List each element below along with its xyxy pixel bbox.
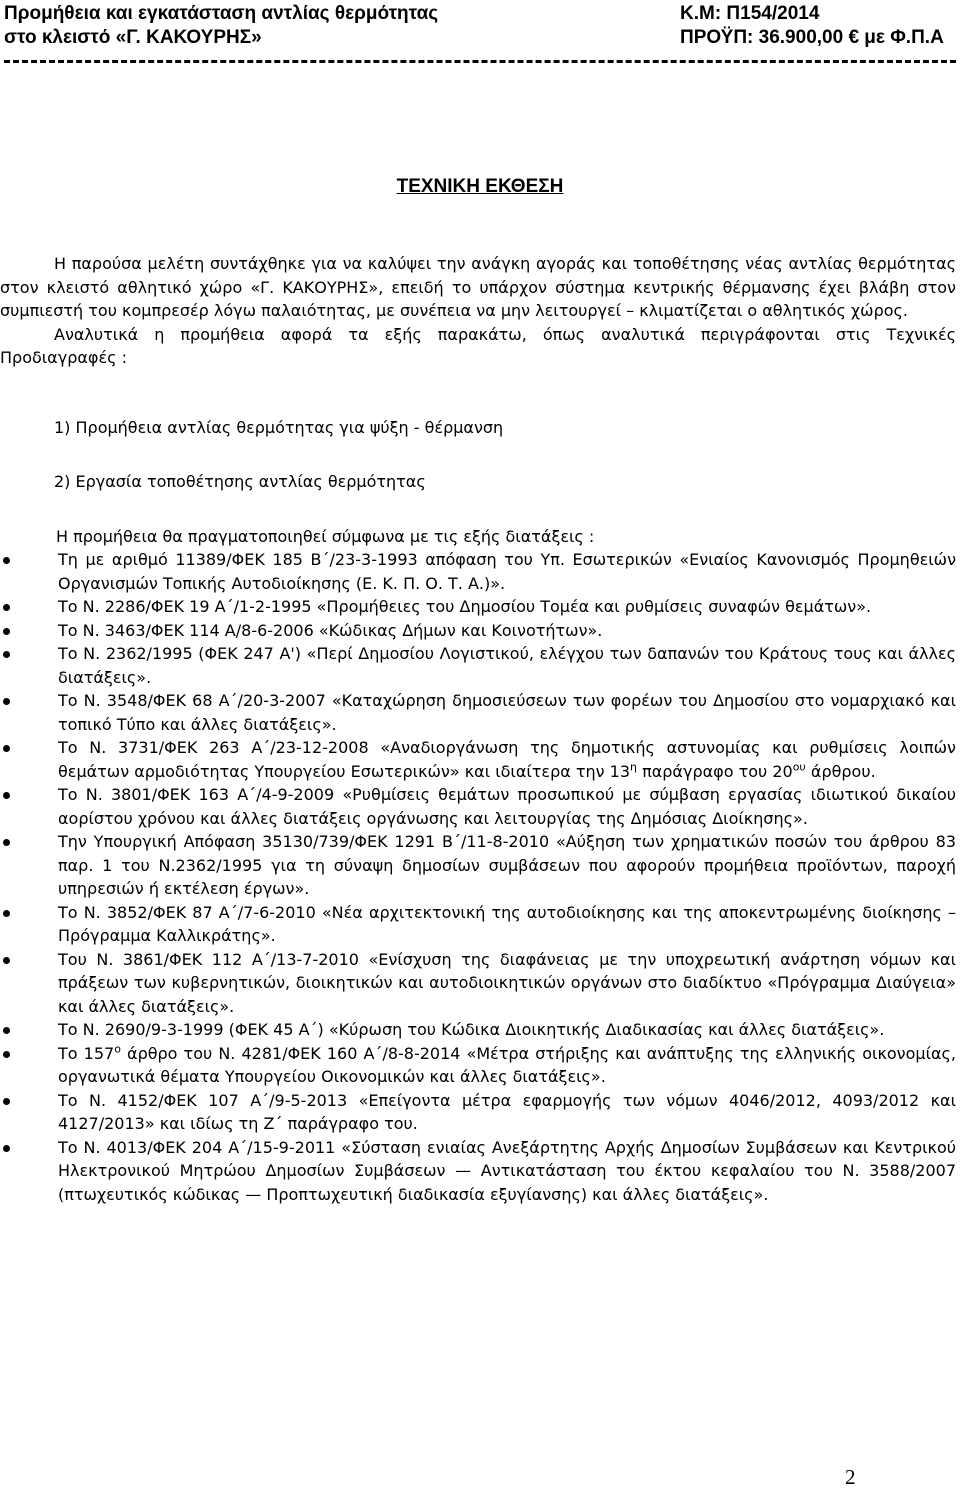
list-item: Του Ν. 3861/ΦΕΚ 112 Α΄/13-7-2010 «Ενίσχυση της διαφάνειας με την υποχρεωτική ανάρτηση νόμων και πράξεων των κυβερνητικών, διοικητικών και αυτοδιοικητικών οργάνων στο διαδίκτυο «Πρόγραμμα Διαύγεια» και άλλες διατάξεις». <box>0 948 956 1019</box>
list-item: Το Ν. 2690/9-3-1999 (ΦΕΚ 45 Α΄) «Κύρωση του Κώδικα Διοικητικής Διαδικασίας και άλλες διατάξεις». <box>0 1018 956 1042</box>
list-item: Το Ν. 2286/ΦΕΚ 19 Α΄/1-2-1995 «Προμήθειες του Δημοσίου Τομέα και ρυθμίσεις συναφών θεμάτων». <box>0 595 956 619</box>
header-project-title: Προμήθεια και εγκατάσταση αντλίας θερμότητας <box>4 3 439 24</box>
list-item-text: Το 157 <box>58 1043 115 1063</box>
intro-paragraph: Η παρούσα μελέτη συντάχθηκε για να καλύψει την ανάγκη αγοράς και τοποθέτησης νέας αντλίας θερμότητας στον κλειστό αθλητικό χώρο «Γ. ΚΑΚΟΥΡΗΣ», επειδή το υπάρχον σύστημα κεντρικής θέρμανσης έχει βλάβη στον συμπιεστή του κομπρεσέρ λόγω παλαιότητας, με συνέπεια να μην λειτουργεί – κλιματίζεται ο αθλητικός χώρος. <box>0 254 956 320</box>
list-item: Τη με αριθμό 11389/ΦΕΚ 185 Β΄/23-3-1993 απόφαση του Υπ. Εσωτερικών «Ενιαίος Κανονισμός Προμηθειών Οργανισμών Τοπικής Αυτοδιοίκησης (Ε. Κ. Π. Ο. Τ. Α.)». <box>0 548 956 595</box>
list-item <box>0 1042 956 1089</box>
superscript: ου <box>792 760 806 774</box>
list-item: Το Ν. 2362/1995 (ΦΕΚ 247 Α') «Περί Δημοσίου Λογιστικού, ελέγχου των δαπανών του Κράτους τους και άλλες διατάξεις». <box>0 642 956 689</box>
document-body <box>0 252 956 1206</box>
list-item-text: Το Ν. 3731/ΦΕΚ 263 Α΄/23-12-2008 «Αναδιοργάνωση της δημοτικής αστυνομίας και ρυθμίσεις λοιπών θεμάτων αρμοδιότητας Υπουργείου Εσωτερικών» και ιδιαίτερα την 13 <box>58 738 956 781</box>
list-item: Το Ν. 4152/ΦΕΚ 107 Α΄/9-5-2013 «Επείγοντα μέτρα εφαρμογής των νόμων 4046/2012, 4093/2012 και 4127/2013» και ιδίως τη Ζ΄ παράγραφο του. <box>0 1089 956 1136</box>
numbered-item-2: 2) Εργασία τοποθέτησης αντλίας θερμότητας <box>54 472 426 491</box>
superscript: ο <box>114 1042 121 1056</box>
regulations-list <box>0 548 956 1206</box>
list-item: Το Ν. 3463/ΦΕΚ 114 Α/8-6-2006 «Κώδικας Δήμων και Κοινοτήτων». <box>0 619 956 643</box>
list-item: Το Ν. 4013/ΦΕΚ 204 Α΄/15-9-2011 «Σύσταση ενιαίας Ανεξάρτητης Αρχής Δημοσίων Συμβάσεων και Κεντρικού Ηλεκτρονικού Μητρώου Δημοσίων Συμβάσεων — Αντικατάσταση του έκτου κεφαλαίου του Ν. 3588/2007 (πτωχευτικός κώδικας — Προπτωχευτική διαδικασία εξυγίανσης) και άλλες διατάξεις». <box>0 1136 956 1207</box>
page-number: 2 <box>845 1465 856 1489</box>
list-item-text: άρθρο του Ν. 4281/ΦΕΚ 160 Α΄/8-8-2014 «Μέτρα στήριξης και ανάπτυξης της ελληνικής οικονομίας, οργανωτικά θέματα Υπουργείου Οικονομικών και άλλες διατάξεις». <box>58 1043 957 1086</box>
list-item: Το Ν. 3852/ΦΕΚ 87 Α΄/7-6-2010 «Νέα αρχιτεκτονική της αυτοδιοίκησης και της αποκεντρωμένης διοίκησης – Πρόγραμμα Καλλικράτης». <box>0 901 956 948</box>
header-location: στο κλειστό «Γ. ΚΑΚΟΥΡΗΣ» <box>4 27 262 48</box>
list-item <box>0 736 956 783</box>
list-item: Το Ν. 3548/ΦΕΚ 68 Α΄/20-3-2007 «Καταχώρηση δημοσιεύσεων των φορέων του Δημοσίου στο νομαρχιακό και τοπικό Τύπο και άλλες διατάξεις». <box>0 689 956 736</box>
scope-paragraph: Αναλυτικά η προμήθεια αφορά τα εξής παρακάτω, όπως αναλυτικά περιγράφονται στις Τεχνικές Προδιαγραφές : <box>0 324 956 367</box>
document-header <box>4 0 956 80</box>
superscript: η <box>630 760 637 774</box>
list-item-text: παράγραφο του 20 <box>637 761 793 781</box>
page-title: ΤΕΧΝΙΚΗ ΕΚΘΕΣΗ <box>396 176 564 197</box>
header-budget: ΠΡΟΫΠ: 36.900,00 € με Φ.Π.Α <box>680 27 944 48</box>
regulations-intro: Η προμήθεια θα πραγματοποιηθεί σύμφωνα με τις εξής διατάξεις : <box>56 526 595 546</box>
list-item: Την Υπουργική Απόφαση 35130/739/ΦΕΚ 1291 Β΄/11-8-2010 «Αύξηση των χρηματικών ποσών του άρθρου 83 παρ. 1 του Ν.2362/1995 για τη σύναψη δημοσίων συμβάσεων που αφορούν προμήθεια προϊόντων, παροχή υπηρεσιών ή εκτέλεση έργων». <box>0 830 956 901</box>
header-code: Κ.Μ: Π154/2014 <box>680 3 820 24</box>
list-item: Το Ν. 3801/ΦΕΚ 163 Α΄/4-9-2009 «Ρυθμίσεις θεμάτων προσωπικού με σύμβαση εργασίας ιδιωτικού δικαίου αορίστου χρόνου και άλλες διατάξεις οργάνωσης και λειτουργίας της Δημόσιας Διοίκησης». <box>0 783 956 830</box>
header-divider <box>4 60 956 63</box>
numbered-item-1: 1) Προμήθεια αντλίας θερμότητας για ψύξη - θέρμανση <box>54 417 504 437</box>
list-item-text: άρθρου. <box>805 761 876 781</box>
